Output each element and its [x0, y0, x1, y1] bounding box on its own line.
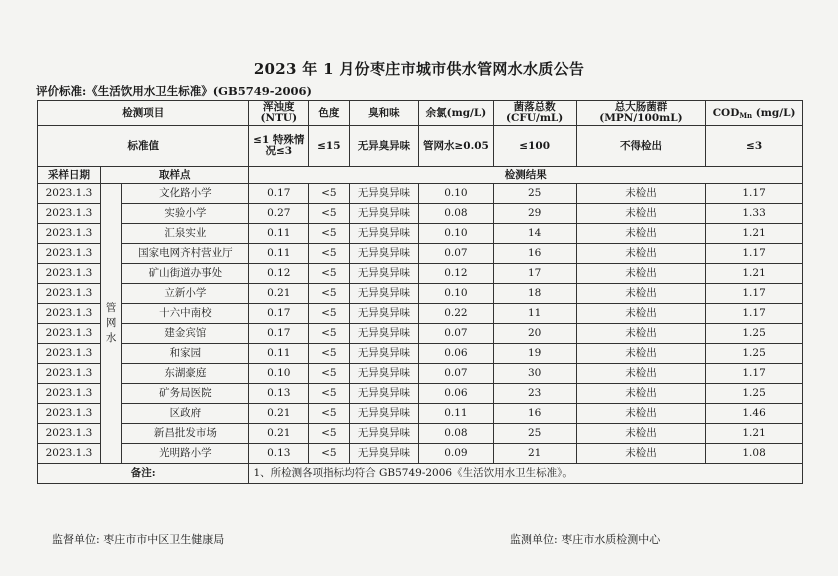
group-label-pipe-network-water	[100, 184, 121, 464]
value-colony: 16	[493, 404, 576, 424]
value-odor: 无异臭异味	[349, 444, 419, 464]
sample-date: 2023.1.3	[38, 444, 101, 464]
value-color: <5	[309, 224, 349, 244]
value-chlorine: 0.07	[419, 244, 493, 264]
value-color: <5	[309, 404, 349, 424]
value-odor: 无异臭异味	[349, 224, 419, 244]
value-turbidity: 0.21	[249, 424, 309, 444]
table-row	[38, 384, 803, 404]
table-row	[38, 444, 803, 464]
value-color: <5	[309, 284, 349, 304]
water-quality-table	[37, 100, 803, 484]
value-turbidity: 0.17	[249, 304, 309, 324]
value-odor: 无异臭异味	[349, 284, 419, 304]
value-coliform: 未检出	[576, 424, 705, 444]
table-row	[38, 344, 803, 364]
group-label-char: 水	[105, 332, 117, 344]
header-cod	[706, 101, 803, 126]
value-chlorine: 0.08	[419, 424, 493, 444]
value-cod: 1.17	[706, 364, 803, 384]
sample-date: 2023.1.3	[38, 304, 101, 324]
standard-chlorine: 管网水≥0.05	[419, 126, 493, 167]
value-cod: 1.17	[706, 284, 803, 304]
value-colony: 19	[493, 344, 576, 364]
value-coliform: 未检出	[576, 184, 705, 204]
value-coliform: 未检出	[576, 384, 705, 404]
value-turbidity: 0.21	[249, 284, 309, 304]
sample-date: 2023.1.3	[38, 344, 101, 364]
header-coliform: 总大肠菌群(MPN/100mL)	[576, 101, 705, 126]
value-odor: 无异臭异味	[349, 304, 419, 324]
sample-site: 和家园	[122, 344, 249, 364]
page-title: 2023 年 1 月份枣庄市城市供水管网水水质公告	[253, 60, 585, 78]
value-colony: 23	[493, 384, 576, 404]
value-cod: 1.33	[706, 204, 803, 224]
value-odor: 无异臭异味	[349, 424, 419, 444]
value-cod: 1.25	[706, 324, 803, 344]
value-cod: 1.21	[706, 224, 803, 244]
header-turbidity: 浑浊度(NTU)	[249, 101, 309, 126]
value-cod: 1.17	[706, 184, 803, 204]
value-color: <5	[309, 204, 349, 224]
standard-label: 标准值	[38, 126, 249, 167]
sample-site: 区政府	[122, 404, 249, 424]
table-row	[38, 364, 803, 384]
sample-site: 矿山街道办事处	[122, 264, 249, 284]
value-turbidity: 0.17	[249, 184, 309, 204]
value-cod: 1.17	[706, 244, 803, 264]
sample-date: 2023.1.3	[38, 244, 101, 264]
value-coliform: 未检出	[576, 224, 705, 244]
table-row	[38, 264, 803, 284]
standard-cod: ≤3	[706, 126, 803, 167]
subheader-date: 采样日期	[38, 167, 101, 184]
value-coliform: 未检出	[576, 264, 705, 284]
value-cod: 1.21	[706, 424, 803, 444]
header-row	[38, 101, 803, 126]
data-rows	[38, 184, 803, 464]
sample-site: 实验小学	[122, 204, 249, 224]
standard-colony: ≤100	[493, 126, 576, 167]
value-turbidity: 0.13	[249, 444, 309, 464]
value-cod: 1.17	[706, 304, 803, 324]
value-colony: 25	[493, 424, 576, 444]
value-chlorine: 0.08	[419, 204, 493, 224]
value-coliform: 未检出	[576, 364, 705, 384]
value-color: <5	[309, 324, 349, 344]
value-chlorine: 0.06	[419, 344, 493, 364]
value-coliform: 未检出	[576, 324, 705, 344]
sample-date: 2023.1.3	[38, 404, 101, 424]
value-odor: 无异臭异味	[349, 324, 419, 344]
standard-turbidity: ≤1 特殊情况≤3	[249, 126, 309, 167]
standard-coliform: 不得检出	[576, 126, 705, 167]
value-color: <5	[309, 184, 349, 204]
value-chlorine: 0.09	[419, 444, 493, 464]
table-row	[38, 424, 803, 444]
notes-label: 备注:	[38, 464, 249, 484]
sample-site: 建金宾馆	[122, 324, 249, 344]
header-color: 色度	[309, 101, 349, 126]
table-row	[38, 404, 803, 424]
sample-site: 光明路小学	[122, 444, 249, 464]
value-turbidity: 0.10	[249, 364, 309, 384]
supervisor-unit: 监督单位: 枣庄市市中区卫生健康局	[52, 533, 225, 546]
value-colony: 20	[493, 324, 576, 344]
value-coliform: 未检出	[576, 404, 705, 424]
sample-site: 矿务局医院	[122, 384, 249, 404]
value-odor: 无异臭异味	[349, 364, 419, 384]
value-color: <5	[309, 384, 349, 404]
value-turbidity: 0.21	[249, 404, 309, 424]
table-row	[38, 324, 803, 344]
standard-row	[38, 126, 803, 167]
sample-site: 汇泉实业	[122, 224, 249, 244]
value-color: <5	[309, 304, 349, 324]
standard-color: ≤15	[309, 126, 349, 167]
value-chlorine: 0.07	[419, 324, 493, 344]
value-turbidity: 0.11	[249, 344, 309, 364]
value-chlorine: 0.07	[419, 364, 493, 384]
sample-date: 2023.1.3	[38, 284, 101, 304]
header-chlorine: 余氯(mg/L)	[419, 101, 493, 126]
subheader-results: 检测结果	[249, 167, 803, 184]
value-color: <5	[309, 264, 349, 284]
value-turbidity: 0.11	[249, 244, 309, 264]
value-colony: 17	[493, 264, 576, 284]
value-odor: 无异臭异味	[349, 204, 419, 224]
sample-date: 2023.1.3	[38, 384, 101, 404]
value-colony: 21	[493, 444, 576, 464]
value-colony: 30	[493, 364, 576, 384]
table-row	[38, 224, 803, 244]
header-colony: 菌落总数(CFU/mL)	[493, 101, 576, 126]
value-coliform: 未检出	[576, 284, 705, 304]
value-chlorine: 0.10	[419, 184, 493, 204]
header-odor: 臭和味	[349, 101, 419, 126]
value-color: <5	[309, 344, 349, 364]
value-chlorine: 0.06	[419, 384, 493, 404]
value-turbidity: 0.12	[249, 264, 309, 284]
value-turbidity: 0.13	[249, 384, 309, 404]
subheader-site: 取样点	[100, 167, 249, 184]
group-label-char: 网	[105, 317, 117, 329]
sample-date: 2023.1.3	[38, 184, 101, 204]
value-turbidity: 0.17	[249, 324, 309, 344]
value-colony: 25	[493, 184, 576, 204]
value-colony: 14	[493, 224, 576, 244]
value-colony: 29	[493, 204, 576, 224]
sample-date: 2023.1.3	[38, 424, 101, 444]
sample-date: 2023.1.3	[38, 204, 101, 224]
value-color: <5	[309, 424, 349, 444]
value-odor: 无异臭异味	[349, 384, 419, 404]
notes-text: 1、所检测各项指标均符合 GB5749-2006《生活饮用水卫生标准》。	[249, 464, 803, 484]
table-row	[38, 304, 803, 324]
header-cod-sub: Mn	[739, 110, 753, 120]
value-coliform: 未检出	[576, 444, 705, 464]
sample-date: 2023.1.3	[38, 224, 101, 244]
sample-site: 国家电网齐村营业厅	[122, 244, 249, 264]
header-item: 检测项目	[38, 101, 249, 126]
value-color: <5	[309, 244, 349, 264]
value-colony: 18	[493, 284, 576, 304]
value-coliform: 未检出	[576, 344, 705, 364]
table-row	[38, 284, 803, 304]
evaluation-standard: 评价标准:《生活饮用水卫生标准》(GB5749-2006)	[36, 84, 312, 98]
value-odor: 无异臭异味	[349, 184, 419, 204]
sample-site: 东湖豪庭	[122, 364, 249, 384]
table-row	[38, 204, 803, 224]
value-odor: 无异臭异味	[349, 244, 419, 264]
monitor-unit: 监测单位: 枣庄市水质检测中心	[510, 533, 661, 546]
header-cod-main: COD	[712, 106, 740, 119]
table-row	[38, 184, 803, 204]
sample-site: 立新小学	[122, 284, 249, 304]
sample-date: 2023.1.3	[38, 364, 101, 384]
value-cod: 1.21	[706, 264, 803, 284]
value-odor: 无异臭异味	[349, 404, 419, 424]
header-cod-unit: (mg/L)	[752, 106, 796, 119]
group-label-char: 管	[105, 302, 117, 314]
sample-date: 2023.1.3	[38, 264, 101, 284]
value-turbidity: 0.11	[249, 224, 309, 244]
value-coliform: 未检出	[576, 244, 705, 264]
table-row	[38, 244, 803, 264]
sample-site: 十六中南校	[122, 304, 249, 324]
value-chlorine: 0.11	[419, 404, 493, 424]
value-colony: 16	[493, 244, 576, 264]
value-cod: 1.25	[706, 384, 803, 404]
value-coliform: 未检出	[576, 204, 705, 224]
value-cod: 1.25	[706, 344, 803, 364]
value-odor: 无异臭异味	[349, 264, 419, 284]
sample-site: 新昌批发市场	[122, 424, 249, 444]
value-color: <5	[309, 364, 349, 384]
value-chlorine: 0.22	[419, 304, 493, 324]
value-odor: 无异臭异味	[349, 344, 419, 364]
value-cod: 1.08	[706, 444, 803, 464]
sample-date: 2023.1.3	[38, 324, 101, 344]
value-chlorine: 0.12	[419, 264, 493, 284]
standard-odor: 无异臭异味	[349, 126, 419, 167]
value-chlorine: 0.10	[419, 224, 493, 244]
subheader-row	[38, 167, 803, 184]
value-turbidity: 0.27	[249, 204, 309, 224]
notes-row	[38, 464, 803, 484]
value-colony: 11	[493, 304, 576, 324]
value-color: <5	[309, 444, 349, 464]
value-cod: 1.46	[706, 404, 803, 424]
sample-site: 文化路小学	[122, 184, 249, 204]
value-chlorine: 0.10	[419, 284, 493, 304]
value-coliform: 未检出	[576, 304, 705, 324]
